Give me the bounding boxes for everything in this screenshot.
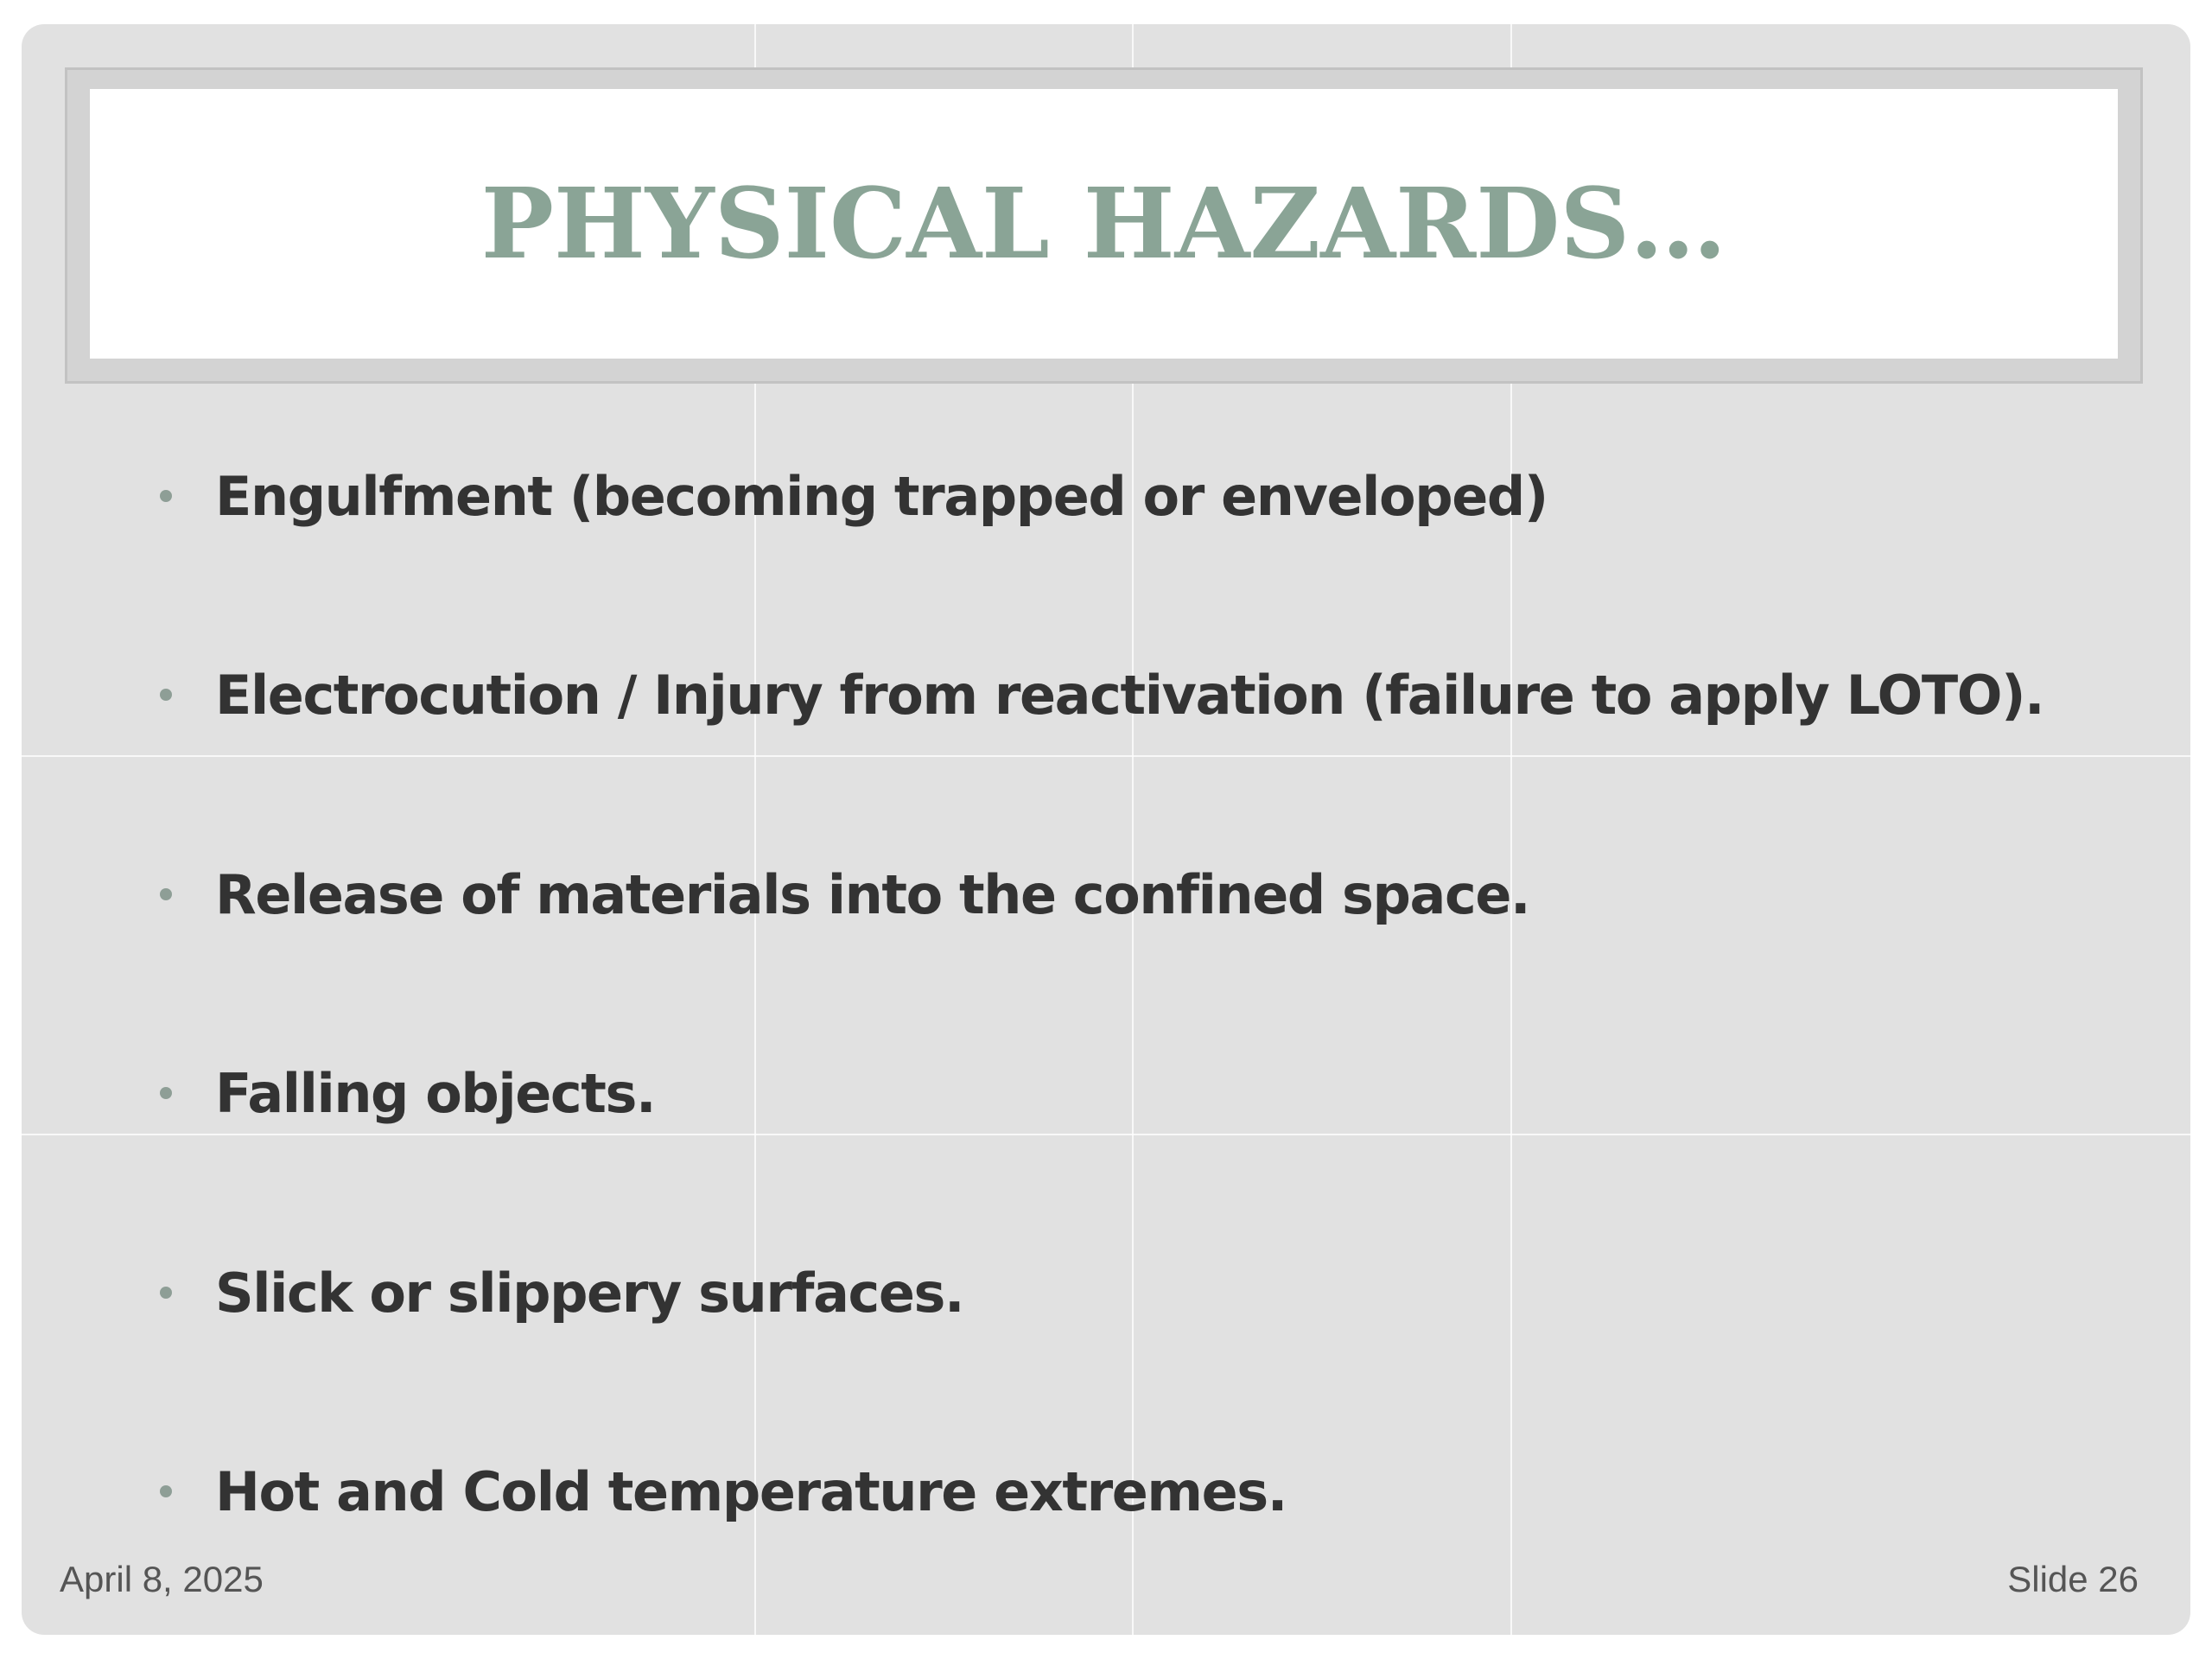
bullet-item: [160, 1241, 963, 1344]
bullet-dot-icon: [160, 1287, 172, 1299]
slide: [22, 24, 2190, 1635]
bullet-text: Hot and Cold temperature extremes.: [215, 1459, 1287, 1523]
bullet-item: [160, 444, 1548, 548]
bullet-item: [160, 1440, 1287, 1543]
bullet-text: Falling objects.: [215, 1061, 656, 1125]
bullet-text: Slick or slippery surfaces.: [215, 1261, 964, 1325]
bullet-text: Engulfment (becoming trapped or enveloped): [215, 464, 1548, 528]
bullet-dot-icon: [160, 490, 172, 502]
footer-date: April 8, 2025: [60, 1559, 264, 1599]
bullet-text: Release of materials into the confined space.: [215, 862, 1530, 926]
footer-slide-number: Slide 26: [2007, 1559, 2139, 1599]
bullet-list: [22, 24, 2190, 1635]
bullet-item: [160, 643, 2044, 747]
bullet-dot-icon: [160, 1485, 172, 1497]
bullet-dot-icon: [160, 689, 172, 701]
bullet-text: Electrocution / Injury from reactivation (failure to apply LOTO).: [215, 663, 2044, 727]
bullet-item: [160, 842, 1529, 946]
bullet-item: [160, 1041, 655, 1145]
bullet-dot-icon: [160, 888, 172, 900]
slide-title: PHYSICAL HAZARDS…: [480, 167, 1727, 281]
bullet-dot-icon: [160, 1087, 172, 1099]
